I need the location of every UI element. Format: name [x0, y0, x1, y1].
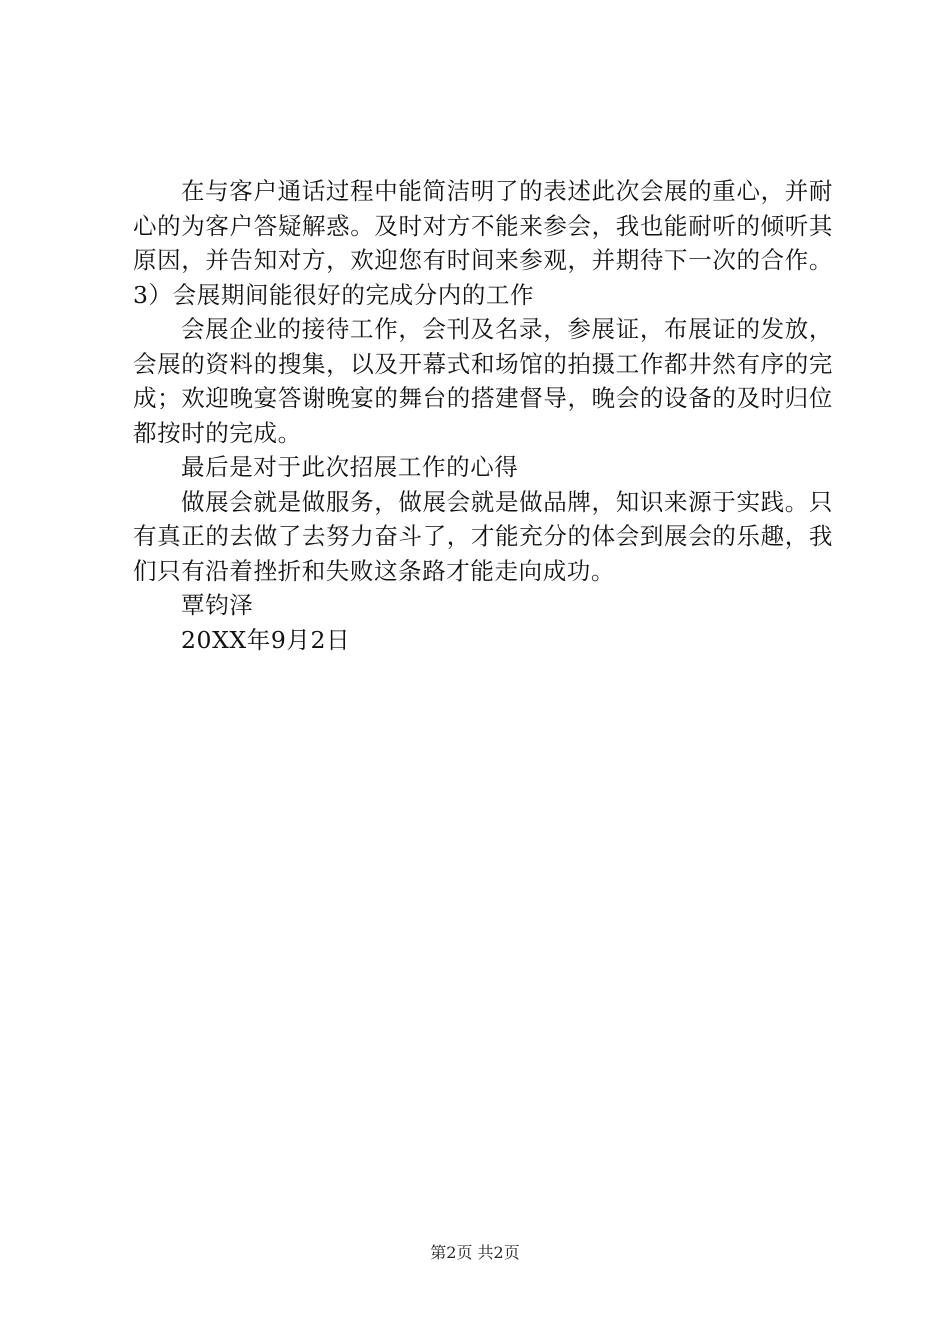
- paragraph-reflection: 做展会就是做服务，做展会就是做品牌，知识来源于实践。只有真正的去做了去努力奋斗了，才能充分的体会到展会的乐趣，我们只有沿着挫折和失败这条路才能走向成功。: [133, 487, 833, 585]
- author-name: 覃钧泽: [181, 591, 254, 619]
- document-body: [133, 174, 833, 657]
- paragraph-client-communication: 在与客户通话过程中能简洁明了的表述此次会展的重心，并耐心的为客户答疑解惑。及时对方不能来参会，我也能耐听的倾听其原因，并告知对方，欢迎您有时间来参观，并期待下一次的合作。3）会展期间能很好的完成分内的工作: [133, 177, 833, 309]
- paragraph-exhibition-work: 会展企业的接待工作，会刊及名录，参展证，布展证的发放，会展的资料的搜集，以及开幕式和场馆的拍摄工作都井然有序的完成；欢迎晚宴答谢晚宴的舞台的搭建督导，晚会的设备的及时归位都按时的完成。: [133, 315, 833, 447]
- page-footer: 第2页 共2页: [430, 1243, 520, 1262]
- document-date: 20XX年9月2日: [181, 625, 351, 654]
- paragraph-reflection-heading: 最后是对于此次招展工作的心得: [181, 453, 519, 481]
